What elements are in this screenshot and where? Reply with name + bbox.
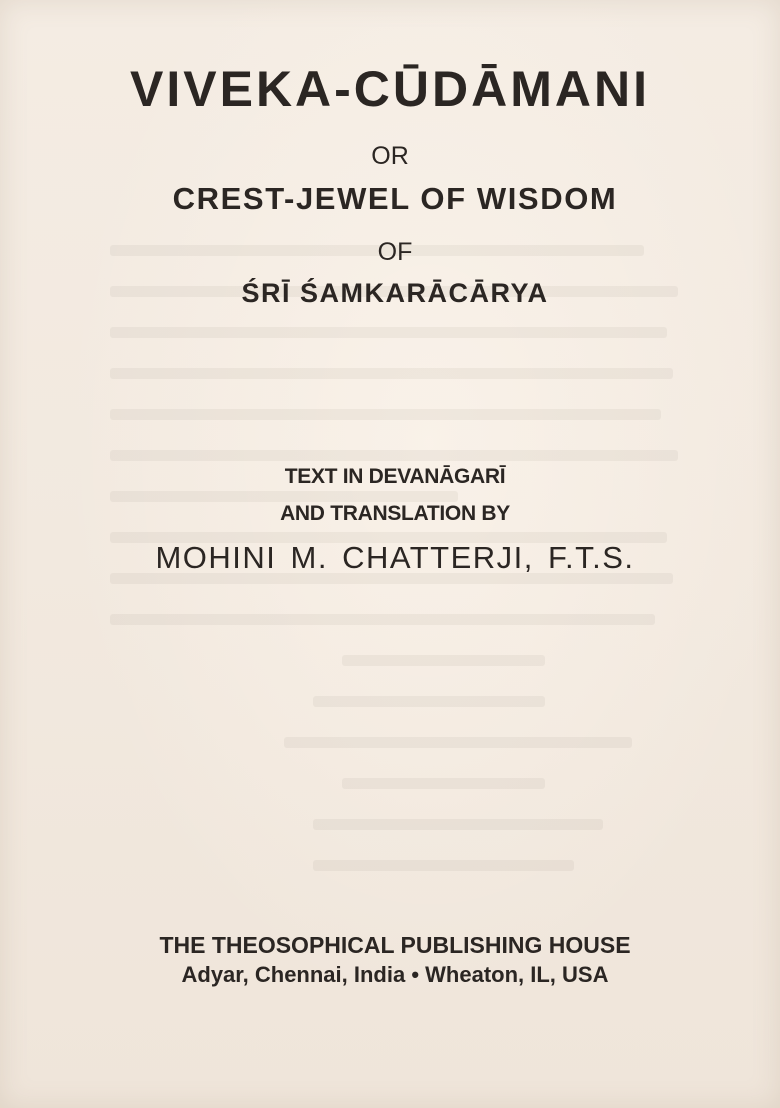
or-connector: OR: [371, 142, 409, 170]
book-title: VIVEKA-CŪDĀMANI: [130, 61, 650, 117]
translation-note-line-2: AND TRANSLATION BY: [280, 502, 510, 525]
of-connector: OF: [377, 238, 413, 266]
translation-note-line-1: TEXT IN DEVANĀGARĪ: [284, 465, 506, 488]
publisher-location: Adyar, Chennai, India • Wheaton, IL, USA: [181, 962, 609, 987]
book-subtitle: CREST-JEWEL OF WISDOM: [172, 181, 618, 216]
translator-name: MOHINI M. CHATTERJI, F.T.S.: [155, 540, 635, 575]
author-name: ŚRĪ ŚAMKARĀCĀRYA: [241, 278, 549, 308]
publisher-name: THE THEOSOPHICAL PUBLISHING HOUSE: [159, 932, 631, 958]
